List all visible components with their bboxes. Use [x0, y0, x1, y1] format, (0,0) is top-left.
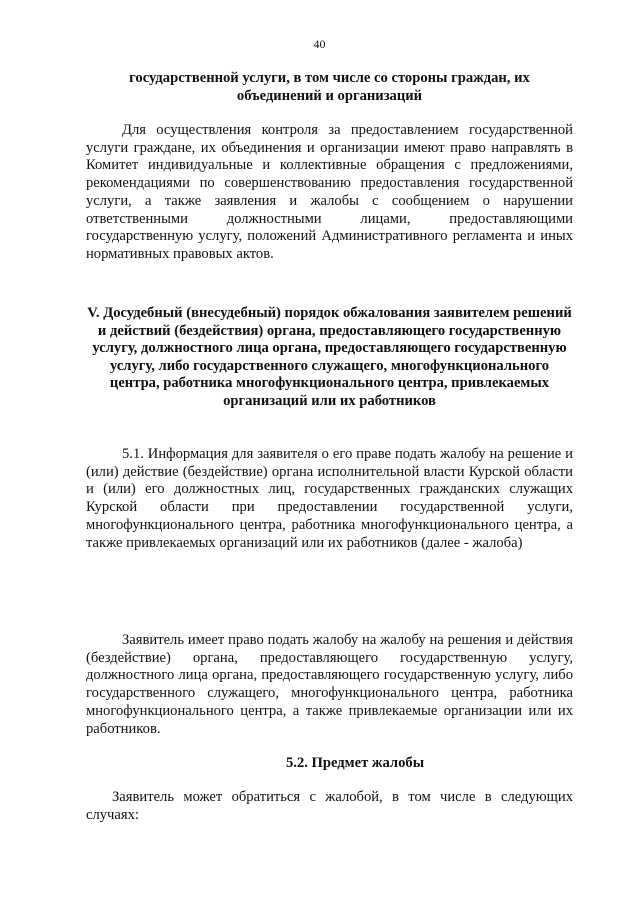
page-number: 40	[313, 37, 326, 51]
paragraph-right-block	[86, 632, 573, 738]
section-heading-v	[86, 305, 573, 410]
paragraph-5-1: 5.1. Информация для заявителя о его праве подать жалобу на решение и (или) действие (бездействие) органа исполнительной власти Курской области и (или) его должностных лиц, государственных гражданских служащих Курской области при предоставлении государственной услуги, многофункционального центра, работника многофункционального центра, а также привлекаемых организаций или их работников (далее - жалоба)	[86, 446, 573, 551]
paragraph-control-block	[86, 122, 573, 264]
section-heading-top	[86, 70, 573, 105]
heading-5-2: 5.2. Предмет жалобы	[286, 755, 425, 771]
paragraph-5-1-block	[86, 446, 573, 552]
paragraph-control: Для осуществления контроля за предоставлением государственной услуги граждане, их объединения и организации имеют право направлять в Комитет индивидуальные и коллективные обращения с предложениями, рекомендациями по совершенствованию предоставления государственной услуги, а также заявления и жалобы с сообщением о нарушении ответственными должностными лицами, предоставляющими государственную услугу, положений Административного регламента и иных нормативных правовых актов.	[86, 122, 573, 262]
section-heading-5-2	[86, 755, 573, 773]
heading-top: государственной услуги, в том числе со стороны граждан, их объединений и организаций	[129, 70, 530, 104]
paragraph-right: Заявитель имеет право подать жалобу на жалобу на решения и действия (бездействие) органа, предоставляющего государственную услугу, должностного лица органа, предоставляющего государственную услугу, либо государственного служащего, многофункционального центра, работника многофункционального центра, а также привлекаемые организации или их работников.	[86, 632, 573, 737]
paragraph-cases: Заявитель может обратиться с жалобой, в том числе в следующих случаях:	[86, 789, 573, 823]
paragraph-cases-block	[86, 789, 573, 824]
heading-v: V. Досудебный (внесудебный) порядок обжалования заявителем решений и действий (бездействия) органа, предоставляющего государственную услугу, должностного лица органа, предоставляющего государственную услугу, либо государственного служащего, многофункционального центра, работника многофункционального центра, привлекаемых организаций или их работников	[87, 305, 572, 409]
